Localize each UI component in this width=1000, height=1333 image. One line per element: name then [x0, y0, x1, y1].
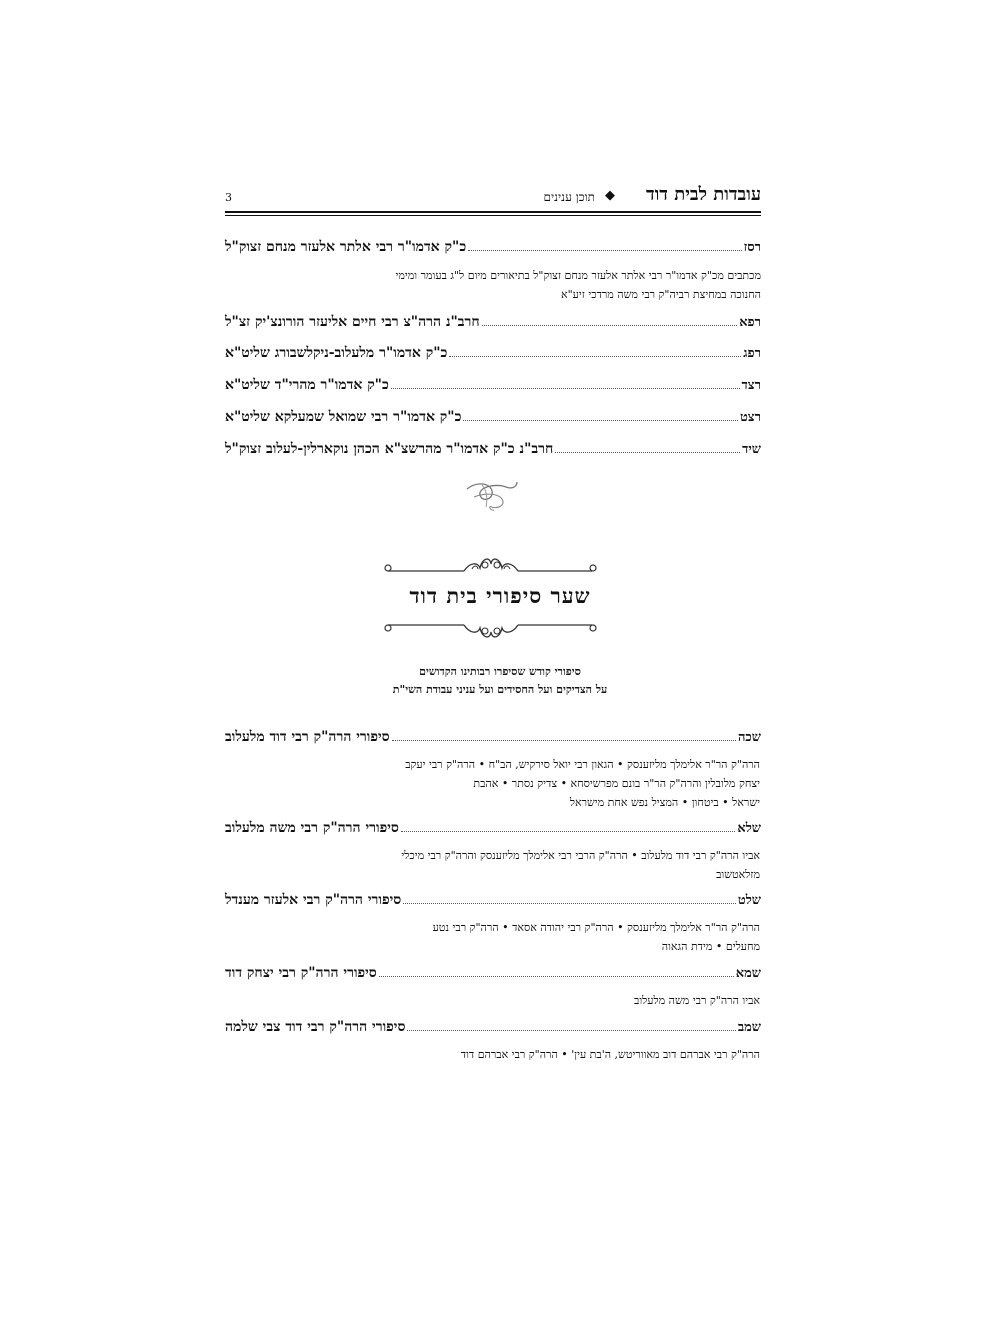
flourish-icon: [462, 477, 522, 513]
toc-entry[interactable]: [225, 819, 761, 839]
toc-entry-description: [261, 266, 761, 304]
description-line: יצחק מלובלין והרה"ק הר"ר בונם מפרשיסחא • צדיק נסתר • אהבת: [473, 777, 760, 790]
ornament-top-icon: [384, 554, 598, 578]
description-line: מזלאטשוב: [716, 868, 760, 881]
header-rule-thin: [225, 215, 761, 216]
toc-entry[interactable]: [225, 344, 761, 364]
section-intro-line: על הצדיקים ועל החסידים ועל עניני עבודת השי"ת: [392, 683, 608, 696]
toc-entry-title: סיפורי הרה"ק רבי דוד צבי שלמה: [225, 1019, 406, 1035]
description-line: החנוכה במחיצת רביה"ק רבי משה מרדכי זיע"א: [561, 288, 761, 301]
toc-entry-title: כ"ק אדמו"ר מהרי"ד שליט"א: [225, 377, 389, 393]
toc-entry-title: סיפורי הרה"ק רבי אלעזר מענדל: [225, 892, 402, 908]
toc-entry-page: שמא: [735, 966, 761, 981]
ornament-bottom-icon: [384, 618, 598, 642]
toc-entry-page: שלט: [737, 893, 761, 908]
leader-dots: [407, 1018, 735, 1031]
description-line: מחעלים • מידת הגאוה: [661, 940, 760, 953]
section-title: תוכן ענינים: [543, 190, 595, 204]
toc-entry-page: שכה: [737, 730, 761, 745]
leader-dots: [403, 891, 736, 904]
toc-entry-page: רפג: [743, 346, 761, 361]
leader-dots: [449, 344, 741, 357]
toc-entry-title: חרב"נ כ"ק אדמו"ר מהרשצ"א הכהן נוקארלין-לעלוב זצוק"ל: [225, 441, 554, 457]
toc-entry-description: [282, 1045, 760, 1064]
page-number: 3: [225, 191, 232, 204]
toc-entry-title: כ"ק אדמו"ר רבי אלתר אלעזר מנחם זצוק"ל: [225, 239, 467, 255]
book-title: עובדות לבית דוד: [646, 184, 761, 205]
description-line: הרה"ק הר"ר אלימלך מליזענסק • הגאון רבי יואל סירקיש, הב"ח • הרה"ק רבי יעקב: [405, 758, 760, 771]
section-intro-line: סיפורי קודש שסיפרו רבותינו הקדושים: [419, 665, 581, 678]
toc-entry-page: רסז: [743, 240, 761, 255]
description-line: מכתבים מכ"ק אדמו"ר רבי אלתר אלעזר מנחם זצוק"ל בתיאורים מיום ל"ג בעומר ומימי: [395, 269, 761, 282]
leader-dots: [555, 440, 740, 453]
leader-dots: [379, 964, 734, 977]
toc-entry[interactable]: [225, 1018, 761, 1038]
toc-entry[interactable]: [225, 238, 761, 258]
description-line: אביו הרה"ק רבי משה מלעלוב: [634, 994, 760, 1007]
toc-entry-description: [282, 918, 760, 956]
toc-entry[interactable]: [225, 313, 761, 333]
toc-entry-page: שלא: [737, 821, 761, 836]
description-line: הרה"ק רבי אברהם דוב מאווריטש, ה'בת עין' • הרה"ק רבי אברהם דוד: [460, 1048, 760, 1061]
toc-entry[interactable]: [225, 408, 761, 428]
toc-entry-page: רצד: [741, 378, 761, 393]
leader-dots: [468, 238, 741, 251]
description-line: הרה"ק הר"ר אלימלך מליזענסק • הרה"ק רבי יהודה אסאד • הרה"ק רבי נטע: [432, 921, 760, 934]
toc-entry[interactable]: [225, 376, 761, 396]
leader-dots: [392, 728, 736, 741]
toc-entry[interactable]: [225, 964, 761, 984]
leader-dots: [391, 376, 740, 389]
toc-entry-title: סיפורי הרה"ק רבי משה מלעלוב: [225, 820, 399, 836]
toc-entry[interactable]: [225, 440, 761, 460]
toc-entry[interactable]: [225, 728, 761, 748]
toc-entry-page: שמב: [737, 1020, 761, 1035]
section-heading: שער סיפורי בית דוד: [409, 583, 591, 608]
toc-entry-title: כ"ק אדמו"ר רבי שמואל שמעלקא שליט"א: [225, 409, 462, 425]
toc-entry-title: סיפורי הרה"ק רבי יצחק דוד: [225, 965, 377, 981]
leader-dots: [463, 408, 738, 421]
toc-entry-page: רפא: [739, 315, 761, 330]
toc-entry-page: שיד: [742, 442, 761, 457]
header-rule-thick: [225, 211, 761, 213]
diamond-icon: ◆: [605, 188, 615, 203]
description-line: אביו הרה"ק רבי דוד מלעלוב • הרה"ק הרבי רבי אלימלך מליזענסק והרה"ק רבי מיכלי: [401, 849, 760, 862]
toc-entry-title: כ"ק אדמו"ר מלעלוב-ניקלשבורג שליט"א: [225, 345, 448, 361]
toc-entry[interactable]: [225, 891, 761, 911]
toc-entry-description: [282, 991, 760, 1010]
toc-entry-title: חרב"נ הרה"צ רבי חיים אליעזר הורונצ'יק זצ"ל: [225, 314, 480, 330]
toc-entry-description: [282, 846, 760, 884]
leader-dots: [401, 819, 736, 832]
description-line: ישראל • ביטחון • המציל נפש אחת מישראל: [569, 796, 760, 809]
toc-entry-title: סיפורי הרה"ק רבי דוד מלעלוב: [225, 729, 390, 745]
toc-entry-page: רצט: [739, 410, 761, 425]
leader-dots: [482, 313, 737, 326]
toc-entry-description: [282, 755, 760, 812]
running-header: [225, 186, 761, 210]
